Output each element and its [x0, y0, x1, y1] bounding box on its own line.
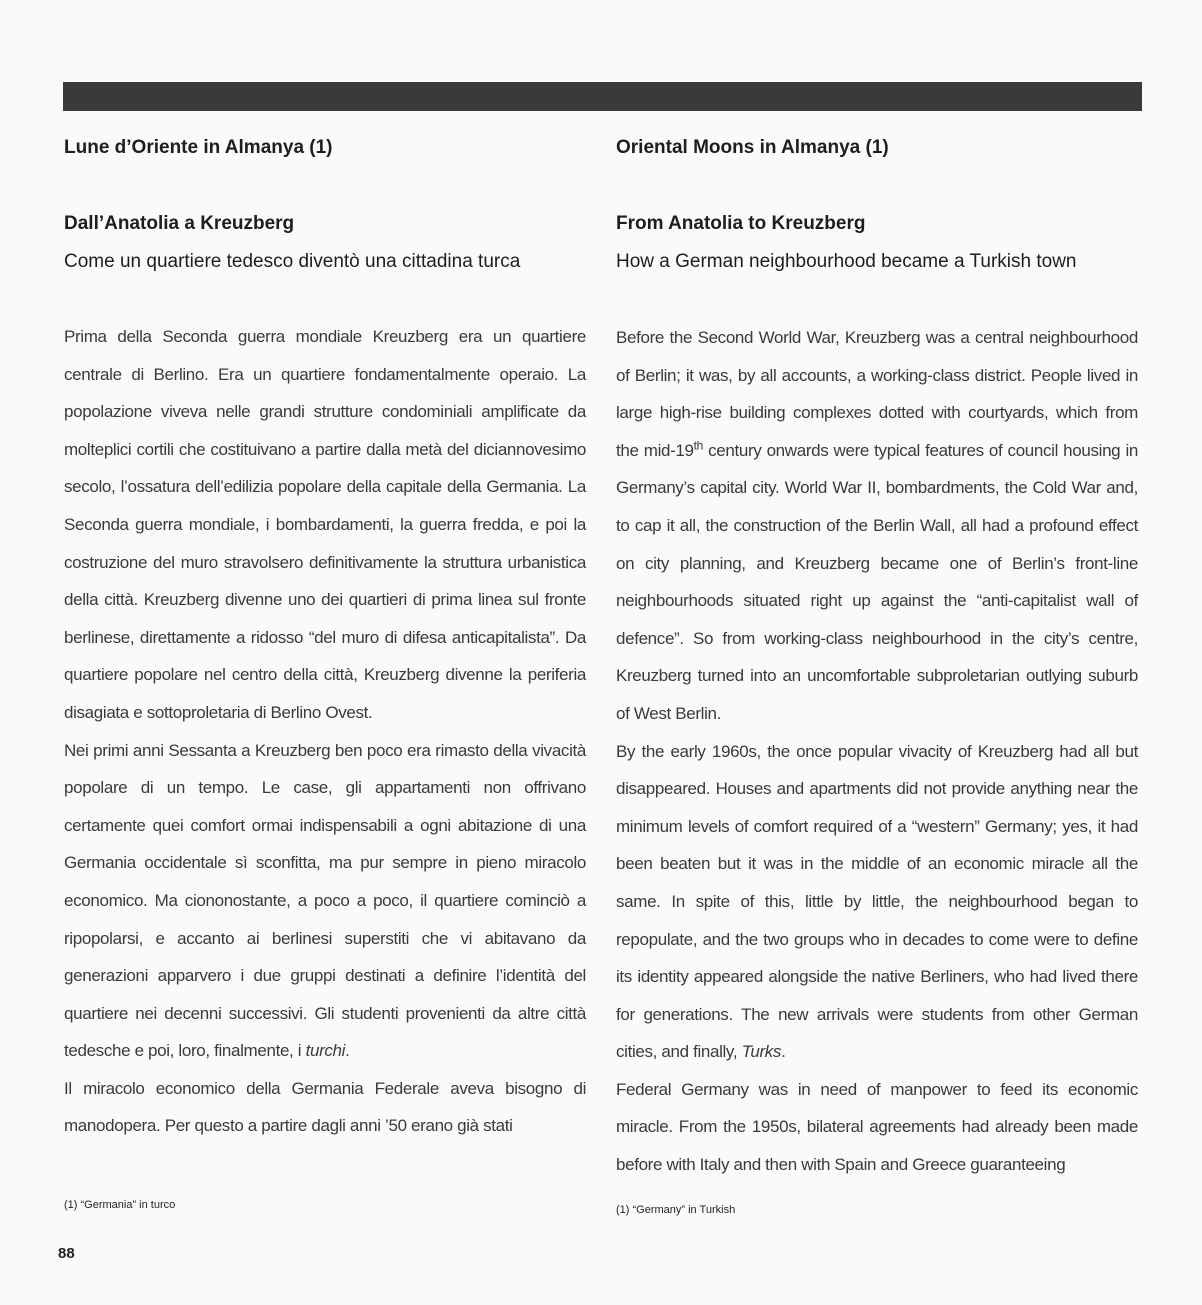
paragraph-text: . — [781, 1042, 786, 1062]
header-bar — [63, 82, 1142, 111]
english-subtitle: From Anatolia to Kreuzberg — [616, 213, 866, 234]
superscript: th — [693, 438, 703, 453]
italian-title: Lune d’Oriente in Almanya (1) — [64, 137, 333, 158]
paragraph-text: Before the Second World War, Kreuzberg was a central neighbourhood of Berlin; it was, by all accounts, a working-class district. People lived in large high-rise building complexes dotted with courtyards, which from the mid-19 — [616, 328, 1138, 460]
english-paragraph-3: Federal Germany was in need of manpower to feed its economic miracle. From the 1950s, bilateral agreements had already been made before with Italy and then with Spain and Greece guaranteeing — [616, 1079, 1138, 1175]
italic-word: Turks — [741, 1042, 782, 1062]
english-lead: How a German neighbourhood became a Turkish town — [616, 251, 1077, 272]
paragraph-text: . — [345, 1041, 350, 1061]
page-number: 88 — [58, 1245, 75, 1262]
italian-lead: Come un quartiere tedesco diventò una cittadina turca — [64, 251, 521, 272]
italian-subtitle: Dall’Anatolia a Kreuzberg — [64, 213, 295, 234]
italic-word: turchi — [305, 1041, 346, 1061]
italian-paragraph-1: Prima della Seconda guerra mondiale Kreuzberg era un quartiere centrale di Berlino. Era un quartiere fondamentalmente operaio. La popolazione viveva nelle grandi strutture condominiali amplificate da molteplici cortili che costituivano a partire dalla metà del diciannovesimo secolo, l’ossatura dell’edilizia popolare della capitale della Germania. La Seconda guerra mondiale, i bombardamenti, la guerra fredda, e poi la costruzione del muro stravolsero definitivamente la struttura urbanistica della città. Kreuzberg divenne uno dei quartieri di prima linea sul fronte berlinese, direttamente a ridosso “del muro di difesa anticapitalista”. Da quartiere popolare nel centro della città, Kreuzberg divenne la periferia disagiata e sottoproletaria di Berlino Ovest. — [64, 327, 586, 722]
paragraph-text: Nei primi anni Sessanta a Kreuzberg ben poco era rimasto della vivacità popolare di un tempo. Le case, gli appartamenti non offrivano certamente quei comfort ormai indispensabili a ogni abitazione di una Germania occidentale sì sconfitta, ma pur sempre in pieno miracolo economico. Ma ciononostante, a poco a poco, il quartiere cominciò a ripopolarsi, e accanto ai berlinesi superstiti che vi abitavano da generazioni apparvero i due gruppi destinati a definire l’identità del quartiere nei decenni successivi. Gli studenti provenienti da altre città tedesche e poi, loro, finalmente, i — [64, 740, 586, 1061]
english-title: Oriental Moons in Almanya (1) — [616, 137, 889, 158]
english-paragraph-1 — [616, 319, 1138, 733]
italian-footnote: (1) “Germania” in turco — [64, 1199, 176, 1211]
italian-paragraph-3: Il miracolo economico della Germania Federale aveva bisogno di manodopera. Per questo a partire dagli anni ’50 erano già stati — [64, 1078, 586, 1136]
english-body — [616, 319, 1138, 1184]
italian-paragraph-2 — [64, 732, 586, 1070]
paragraph-text: By the early 1960s, the once popular vivacity of Kreuzberg had all but disappeared. Houses and apartments did not provide anything near the minimum levels of comfort required of a “western” Germany; yes, it had been beaten but it was in the middle of an economic miracle all the same. In spite of this, little by little, the neighbourhood began to repopulate, and the two groups who in decades to come were to define its identity appeared alongside the native Berliners, who had lived there for generations. The new arrivals were students from other German cities, and finally, — [616, 741, 1138, 1062]
paragraph-text: century onwards were typical features of council housing in Germany’s capital city. World War II, bombardments, the Cold War and, to cap it all, the construction of the Berlin Wall, all had a profound effect on city planning, and Kreuzberg became one of Berlin’s front-line neighbourhoods situated right up against the “anti-capitalist wall of defence”. So from working-class neighbourhood in the city’s centre, Kreuzberg turned into an uncomfortable subproletarian outlying suburb of West Berlin. — [616, 440, 1138, 723]
english-paragraph-2 — [616, 733, 1138, 1071]
english-footnote: (1) “Germany” in Turkish — [616, 1204, 736, 1216]
italian-body — [64, 318, 586, 1145]
